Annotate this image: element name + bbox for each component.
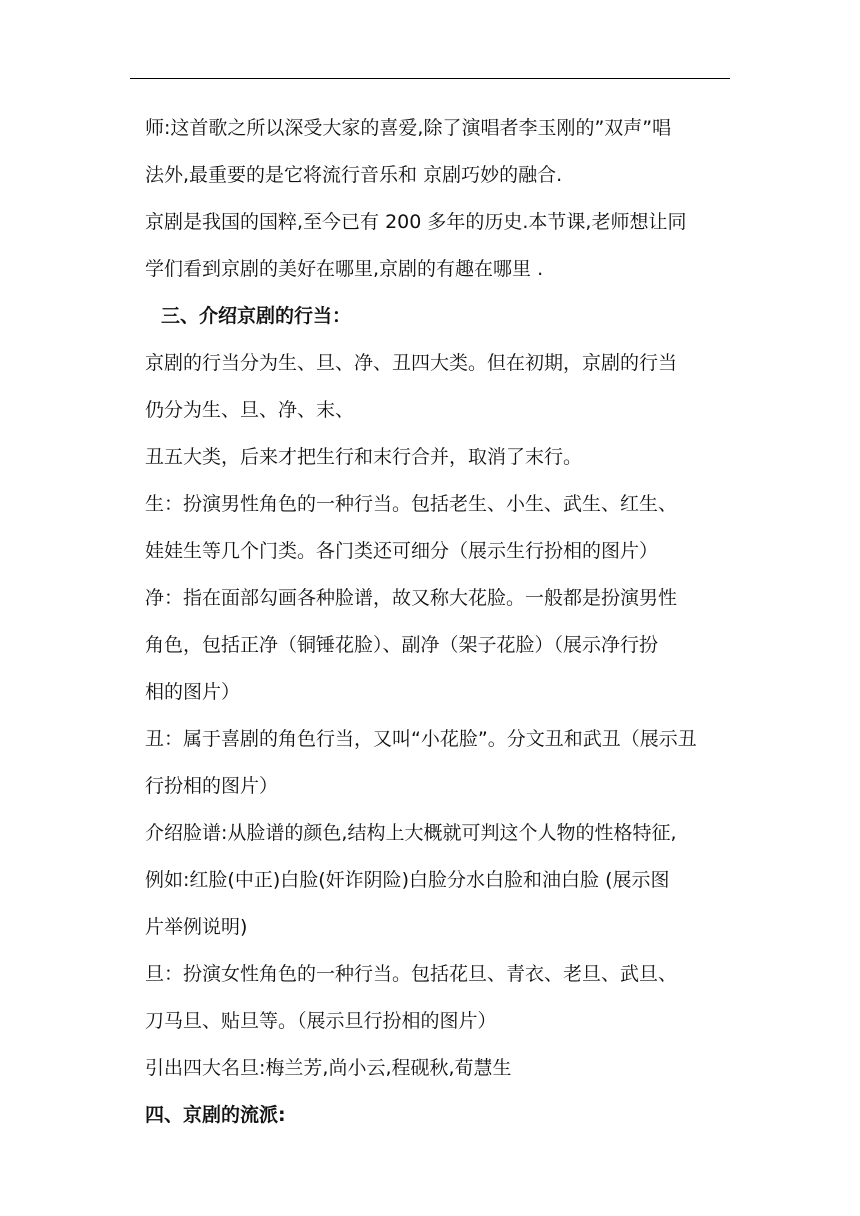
paragraph-line: 引出四大名旦:梅兰芳,尚小云,程砚秋,荀慧生 <box>145 1057 512 1079</box>
paragraph-line: 介绍脸谱:从脸谱的颜色,结构上大概就可判这个人物的性格特征, <box>145 822 677 844</box>
section-heading-roles: 三、介绍京剧的行当： <box>161 305 352 327</box>
paragraph-line: 京剧的行当分为生、旦、净、丑四大类。但在初期，京剧的行当 <box>145 352 678 374</box>
paragraph-line: 娃娃生等几个门类。各门类还可细分（展示生行扮相的图片） <box>145 540 659 562</box>
paragraph-line: 行扮相的图片） <box>145 775 279 797</box>
paragraph-line: 仍分为生、旦、净、末、 <box>145 399 355 421</box>
paragraph-line: 刀马旦、贴旦等。（展示旦行扮相的图片） <box>145 1010 497 1032</box>
paragraph-line: 片举例说明) <box>145 916 248 938</box>
paragraph-line: 角色，包括正净（铜锤花脸）、副净（架子花脸）（展示净行扮 <box>145 634 659 656</box>
section-heading-schools: 四、京剧的流派: <box>145 1104 286 1126</box>
paragraph-line: 例如:红脸(中正)白脸(奸诈阴险)白脸分水白脸和油白脸 (展示图 <box>145 869 670 891</box>
header-rule <box>130 78 730 79</box>
paragraph-line: 旦：扮演女性角色的一种行当。包括花旦、青衣、老旦、武旦、 <box>145 963 678 985</box>
paragraph-line: 净：指在面部勾画各种脸谱，故又称大花脸。一般都是扮演男性 <box>145 587 678 609</box>
paragraph-line: 法外,最重要的是它将流行音乐和 京剧巧妙的融合. <box>145 164 563 186</box>
paragraph-line: 学们看到京剧的美好在哪里,京剧的有趣在哪里 . <box>145 258 544 280</box>
paragraph-line: 丑：属于喜剧的角色行当，又叫“小花脸”。分文丑和武丑（展示丑 <box>145 728 697 750</box>
document-body <box>145 112 720 1146</box>
paragraph-line: 生：扮演男性角色的一种行当。包括老生、小生、武生、红生、 <box>145 493 678 515</box>
paragraph-line: 京剧是我国的国粹,至今已有 200 多年的历史.本节课,老师想让同 <box>145 211 687 233</box>
paragraph-line: 师:这首歌之所以深受大家的喜爱,除了演唱者李玉刚的”双声”唱 <box>145 117 672 139</box>
paragraph-line: 丑五大类，后来才把生行和末行合并，取消了末行。 <box>145 446 583 468</box>
paragraph-line: 相的图片） <box>145 681 241 703</box>
